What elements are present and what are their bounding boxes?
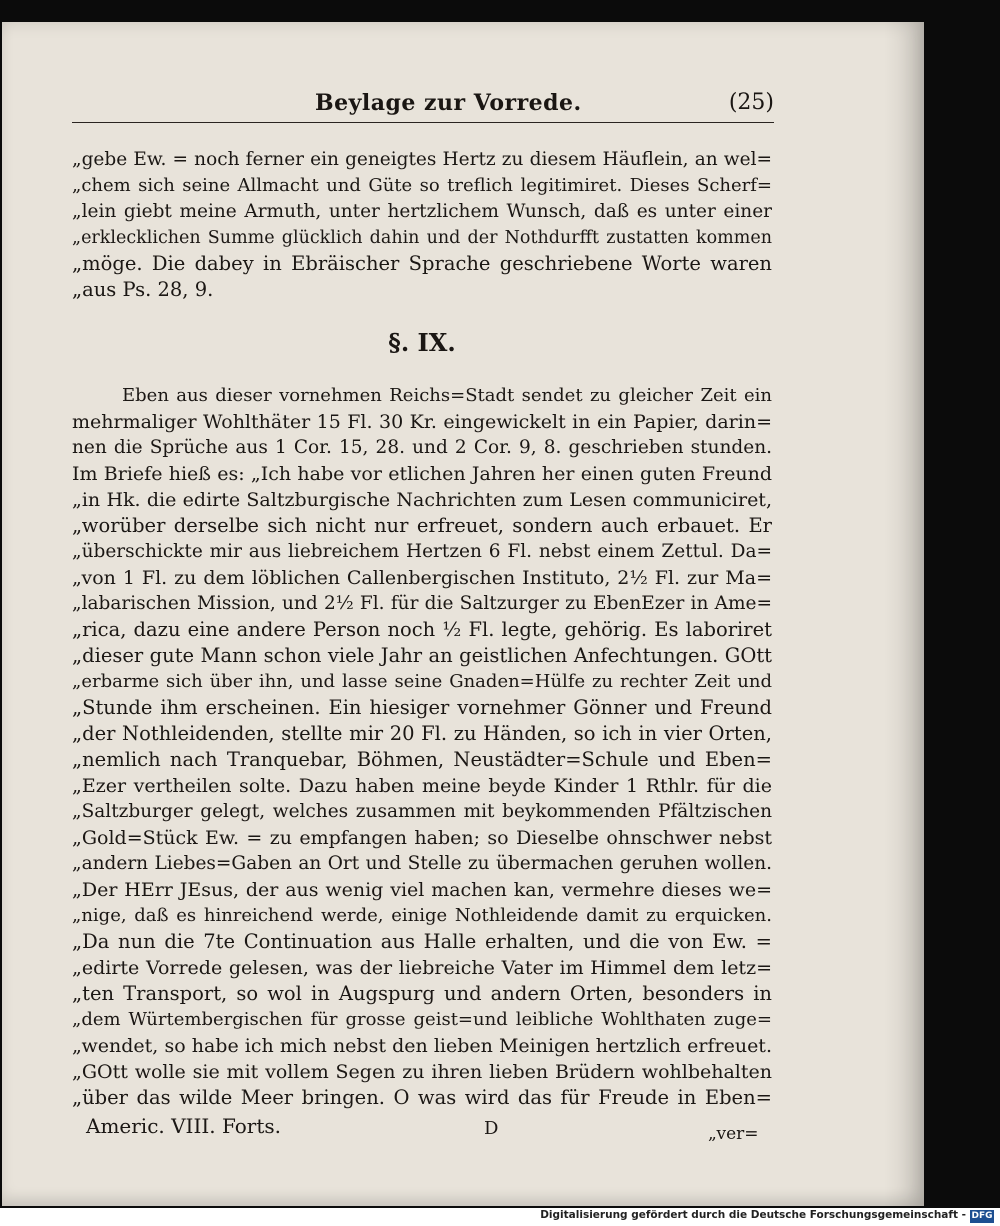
text-line: „Da nun die 7te Continuation aus Halle erhalten, und die von Ew. =	[72, 930, 772, 953]
running-header	[72, 86, 774, 126]
text-line: „Gold=Stück Ew. = zu empfangen haben; so Dieselbe ohnschwer nebst	[72, 827, 772, 849]
text-line: „aus Ps. 28, 9.	[72, 278, 214, 301]
text-line: „rica, dazu eine andere Person noch ½ Fl. legte, gehörig. Es laboriret	[72, 618, 772, 641]
page-number: (25)	[728, 90, 774, 115]
signature-line: Americ. VIII. Forts.	[86, 1114, 282, 1138]
text-line: „überschickte mir aus liebreichem Hertzen 6 Fl. nebst einem Zettul. Da=	[72, 541, 772, 562]
text-line: mehrmaliger Wohlthäter 15 Fl. 30 Kr. eingewickelt in ein Papier, darin=	[72, 411, 772, 433]
text-line: „nige, daß es hinreichend werde, einige Nothleidende damit zu erquicken.	[72, 905, 772, 926]
header-rule	[72, 122, 774, 123]
credit-bar	[0, 1208, 1000, 1226]
text-line: „ten Transport, so wol in Augspurg und andern Orten, besonders in	[72, 982, 772, 1005]
text-line: „worüber derselbe sich nicht nur erfreuet, sondern auch erbauet. Er	[72, 514, 772, 537]
text-line: „in Hk. die edirte Saltzburgische Nachrichten zum Lesen communiciret,	[72, 489, 772, 511]
dfg-logo-icon: DFG	[971, 1211, 993, 1221]
text-line: „edirte Vorrede gelesen, was der liebreiche Vater im Himmel dem letz=	[72, 957, 772, 979]
text-line: „gebe Ew. = noch ferner ein geneigtes Hertz zu diesem Häuflein, an wel=	[72, 149, 772, 170]
text-line: „Stunde ihm erscheinen. Ein hiesiger vornehmer Gönner und Freund	[72, 696, 772, 719]
running-title: Beylage zur Vorrede.	[315, 90, 582, 116]
text-line: „von 1 Fl. zu dem löblichen Callenbergischen Instituto, 2½ Fl. zur Ma=	[72, 567, 772, 589]
catchword: „ver=	[708, 1124, 759, 1144]
text-line: „lein giebt meine Armuth, unter hertzlichem Wunsch, daß es unter einer	[72, 201, 772, 222]
signature-mark: D	[484, 1118, 499, 1139]
text-line: „über das wilde Meer bringen. O was wird das für Freude in Eben=	[72, 1086, 772, 1109]
text-line: „erklecklichen Summe glücklich dahin und der Nothdurfft zustatten kommen	[72, 228, 772, 248]
text-line: „wendet, so habe ich mich nebst den lieben Meinigen hertzlich erfreuet.	[72, 1035, 772, 1057]
text-line: „Der HErr JEsus, der aus wenig viel machen kan, vermehre dieses we=	[72, 879, 772, 901]
text-line: „GOtt wolle sie mit vollem Segen zu ihren lieben Brüdern wohlbehalten	[72, 1061, 772, 1083]
credit-text: Digitalisierung gefördert durch die Deutsche Forschungsgemeinschaft -	[540, 1209, 966, 1221]
text-line: „andern Liebes=Gaben an Ort und Stelle zu übermachen geruhen wollen.	[72, 853, 772, 874]
text-line: „erbarme sich über ihn, und lasse seine Gnaden=Hülfe zu rechter Zeit und	[72, 671, 772, 692]
section-heading: §. IX.	[388, 328, 456, 357]
text-line: „Ezer vertheilen solte. Dazu haben meine beyde Kinder 1 Rthlr. für die	[72, 775, 772, 797]
text-line: Im Briefe hieß es: „Ich habe vor etlichen Jahren her einen guten Freund	[72, 463, 772, 485]
text-line: „nemlich nach Tranquebar, Böhmen, Neustädter=Schule und Eben=	[72, 748, 772, 771]
text-line: „der Nothleidenden, stellte mir 20 Fl. zu Händen, so ich in vier Orten,	[72, 722, 772, 745]
text-line: Eben aus dieser vornehmen Reichs=Stadt sendet zu gleicher Zeit ein	[122, 385, 772, 406]
text-line: „dem Würtembergischen für grosse geist=und leibliche Wohlthaten zuge=	[72, 1009, 772, 1030]
text-line: „dieser gute Mann schon viele Jahr an geistlichen Anfechtungen. GOtt	[72, 644, 772, 667]
text-line: „labarischen Mission, und 2½ Fl. für die Saltzurger zu EbenEzer in Ame=	[72, 593, 772, 614]
text-line: „möge. Die dabey in Ebräischer Sprache geschriebene Worte waren	[72, 252, 772, 275]
book-page	[2, 22, 924, 1206]
text-line: „Saltzburger gelegt, welches zusammen mit beykommenden Pfältzischen	[72, 801, 772, 822]
text-line: „chem sich seine Allmacht und Güte so treflich legitimiret. Dieses Scherf=	[72, 175, 772, 196]
text-line: nen die Sprüche aus 1 Cor. 15, 28. und 2 Cor. 9, 8. geschrieben stunden.	[72, 437, 772, 458]
